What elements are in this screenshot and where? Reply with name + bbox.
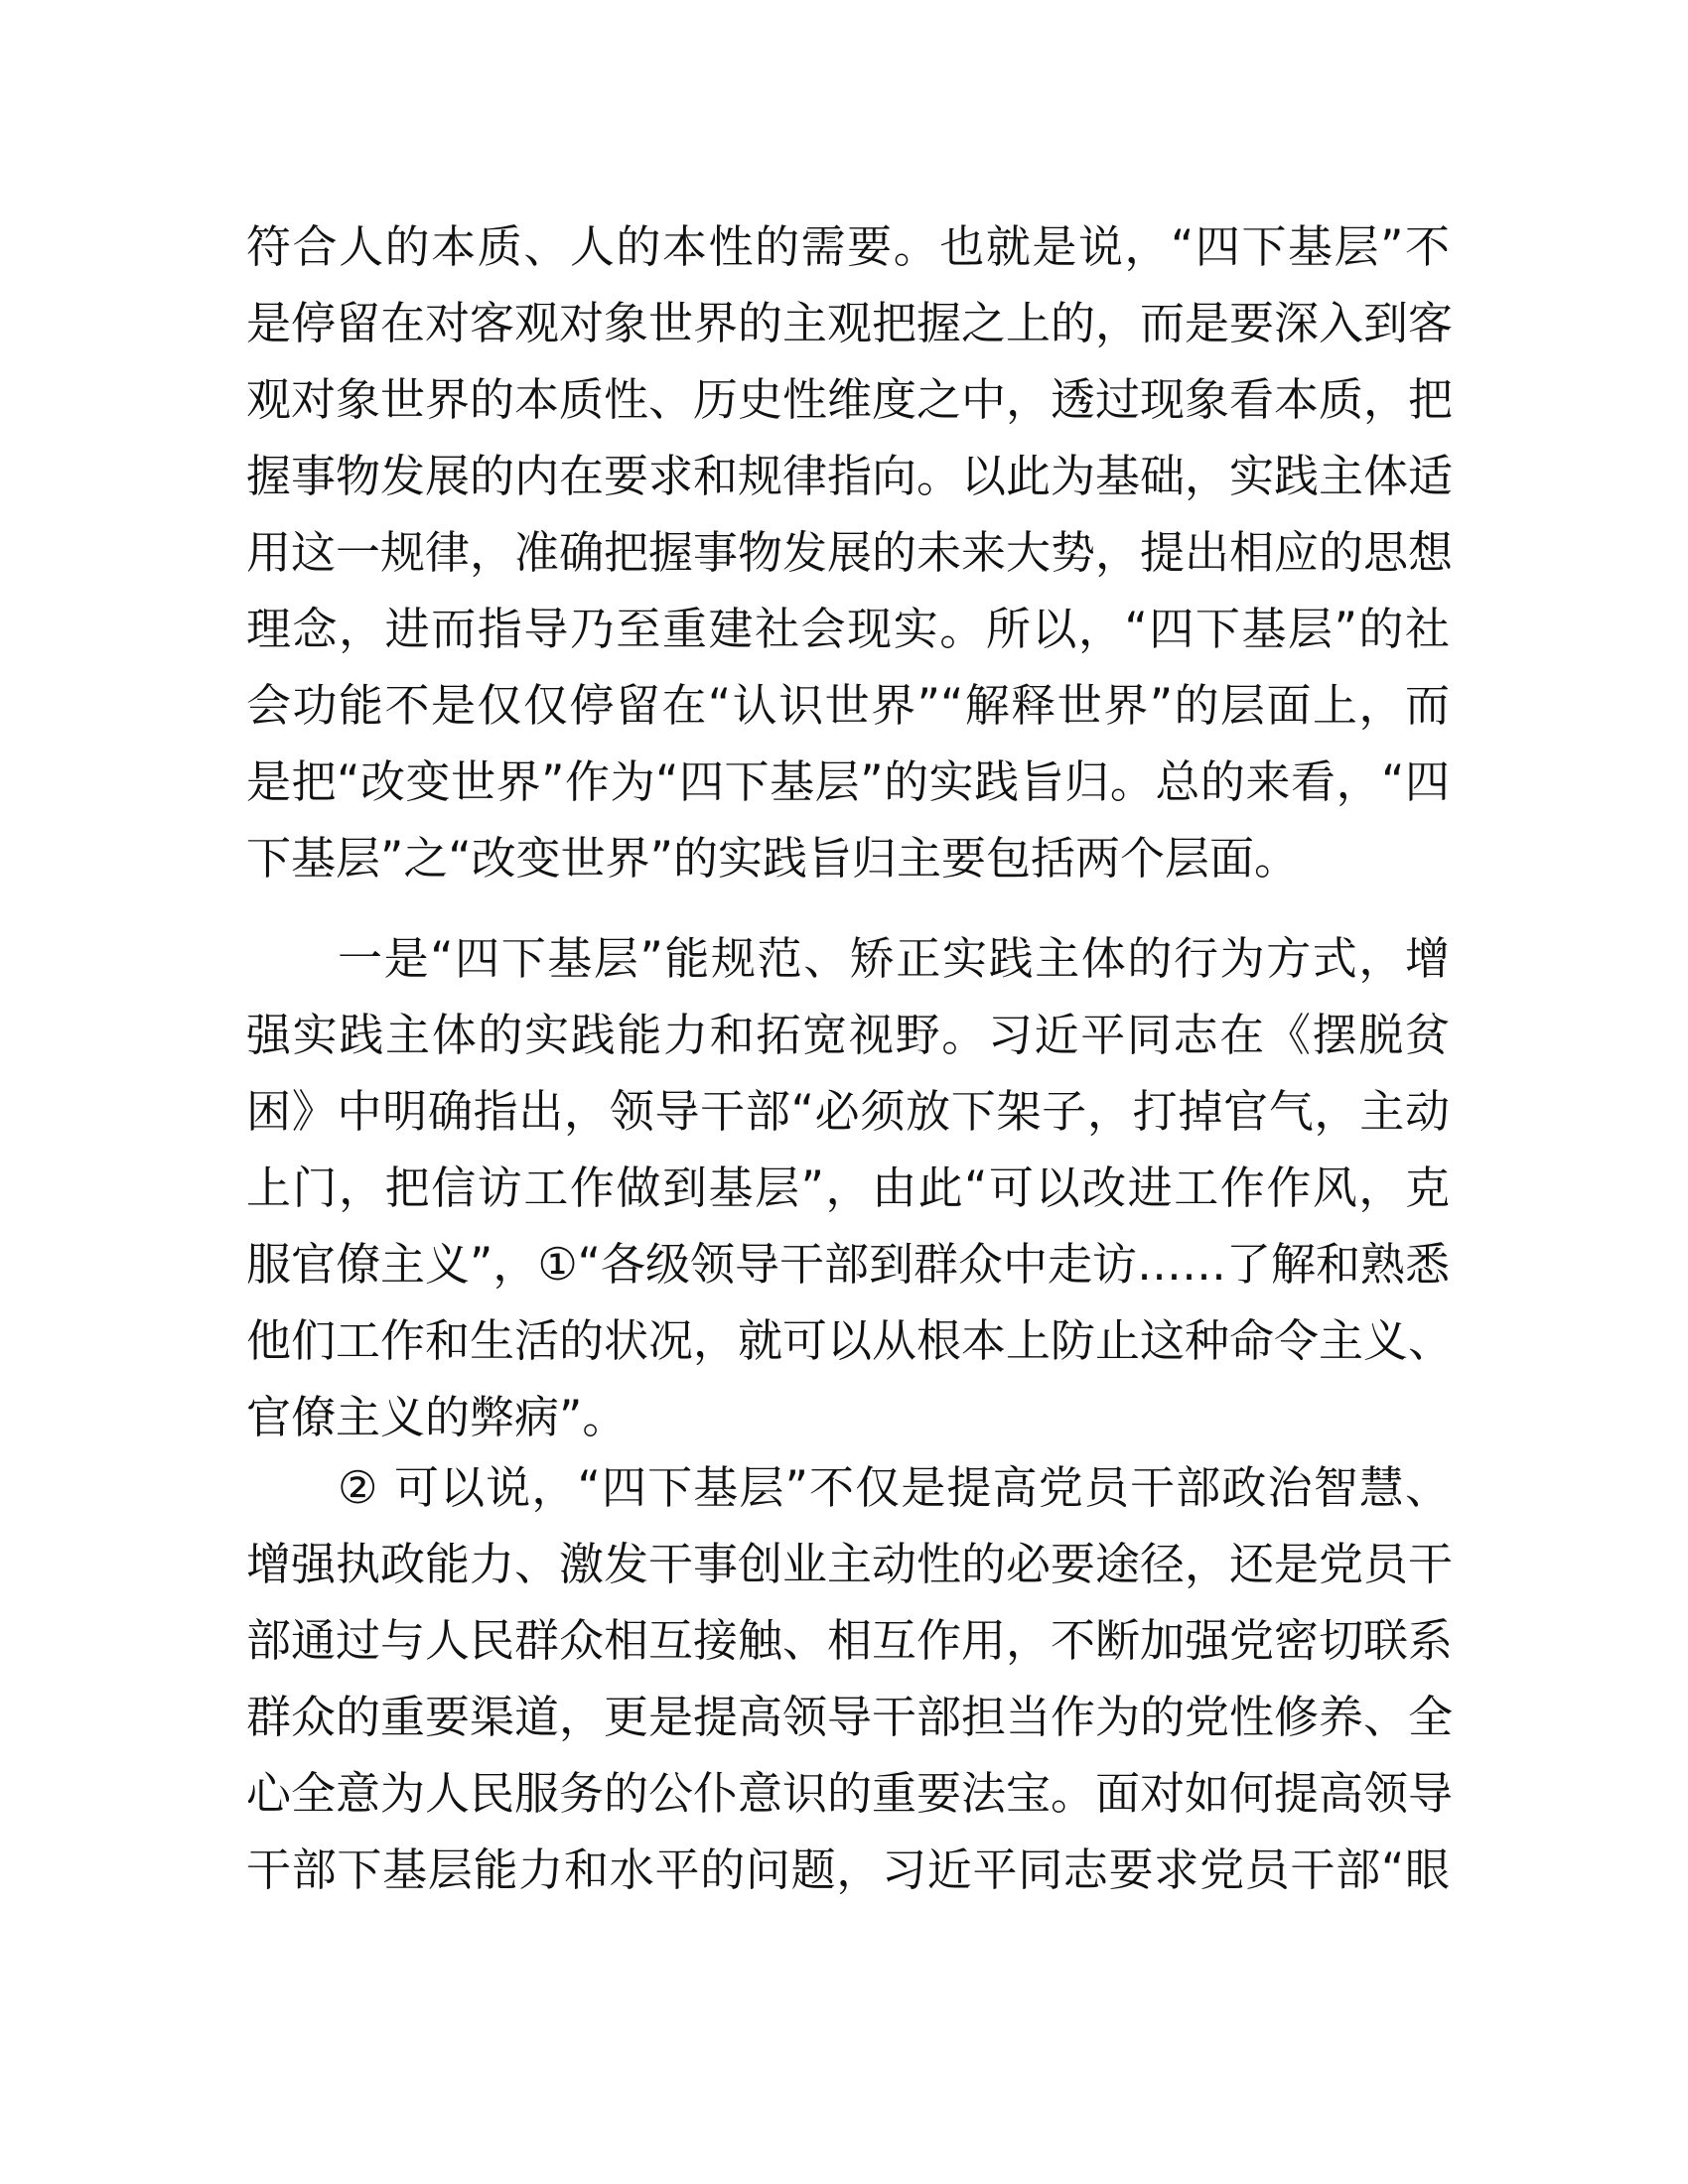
paragraph-1 xyxy=(246,208,1454,896)
paragraph-line: 是停留在对客观对象世界的主观把握之上的，而是要深入到客 xyxy=(246,297,1454,349)
paragraph-line: 观对象世界的本质性、历史性维度之中，透过现象看本质，把 xyxy=(246,373,1454,426)
paragraph-2 xyxy=(246,920,1454,1455)
paragraph-line: 他们工作和生活的状况，就可以从根本上防止这种命令主义、 xyxy=(246,1314,1454,1367)
paragraph-line: 用这一规律，准确把握事物发展的未来大势，提出相应的思想 xyxy=(246,526,1454,579)
paragraph-line: 握事物发展的内在要求和规律指向。以此为基础，实践主体适 xyxy=(246,450,1454,502)
paragraph-line: 一是“四下基层”能规范、矫正实践主体的行为方式，增 xyxy=(338,932,1450,985)
paragraph-line: 群众的重要渠道，更是提高领导干部担当作为的党性修养、全 xyxy=(246,1691,1454,1743)
paragraph-line: 会功能不是仅仅停留在“认识世界”“解释世界”的层面上，而 xyxy=(246,679,1450,732)
paragraph-line: ② 可以说，“四下基层”不仅是提高党员干部政治智慧、 xyxy=(338,1461,1450,1514)
paragraph-line: 上门，把信访工作做到基层”，由此“可以改进工作作风，克 xyxy=(246,1161,1450,1214)
paragraph-3 xyxy=(246,1449,1454,1908)
paragraph-line: 服官僚主义”，①“各级领导干部到群众中走访……了解和熟悉 xyxy=(246,1238,1450,1291)
paragraph-line: 干部下基层能力和水平的问题，习近平同志要求党员干部“眼 xyxy=(246,1843,1450,1896)
paragraph-line: 心全意为人民服务的公仆意识的重要法宝。面对如何提高领导 xyxy=(246,1767,1454,1820)
paragraph-line: 是把“改变世界”作为“四下基层”的实践旨归。总的来看，“四 xyxy=(246,755,1450,808)
paragraph-line: 理念，进而指导乃至重建社会现实。所以，“四下基层”的社 xyxy=(246,603,1450,655)
paragraph-line: 符合人的本质、人的本性的需要。也就是说，“四下基层”不 xyxy=(246,220,1450,273)
paragraph-line: 部通过与人民群众相互接触、相互作用，不断加强党密切联系 xyxy=(246,1614,1454,1667)
paragraph-line: 增强执政能力、激发干事创业主动性的必要途径，还是党员干 xyxy=(246,1538,1454,1590)
paragraph-line: 强实践主体的实践能力和拓宽视野。习近平同志在《摆脱贫 xyxy=(246,1009,1450,1061)
paragraph-line: 困》中明确指出，领导干部“必须放下架子，打掉官气，主动 xyxy=(246,1085,1450,1138)
paragraph-line: 下基层”之“改变世界”的实践旨归主要包括两个层面。 xyxy=(246,832,1299,885)
paragraph-line: 官僚主义的弊病”。 xyxy=(246,1391,628,1443)
